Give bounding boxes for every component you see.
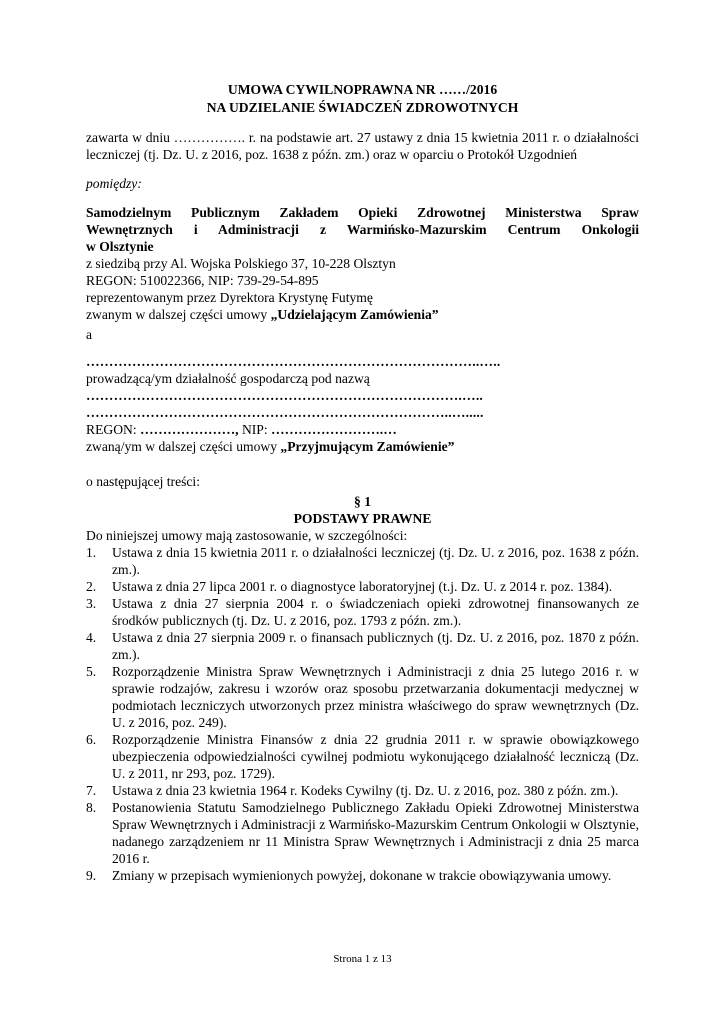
party-1-called: [86, 306, 639, 323]
party-2-regon-label: REGON:: [86, 422, 140, 437]
legal-basis-item: [86, 782, 639, 799]
page-footer: Strona 1 z 13: [333, 953, 392, 965]
legal-basis-item-text: Rozporządzenie Ministra Finansów z dnia 22 grudnia 2011 r. w sprawie obowiązkowego ubezpieczenia odpowiedzialności cywilnej podmiotu wykonującego działalność leczniczą (Dz. U. z 2011, nr 293, poz. 1729).: [112, 732, 639, 781]
legal-basis-item-text: Ustawa z dnia 27 sierpnia 2004 r. o świadczeniach opieki zdrowotnej finansowanych ze środków publicznych (tj. Dz. U. z 2016, poz. 1793 z późn. zm.).: [112, 596, 639, 628]
party-1-called-prefix: zwanym w dalszej części umowy: [86, 307, 271, 322]
legal-basis-item: [86, 663, 639, 731]
intro-paragraph: zawarta w dniu ……………. r. na podstawie art. 27 ustawy z dnia 15 kwietnia 2011 r. o działalności leczniczej (tj. Dz. U. z 2016, poz. 1638 z późn. zm.) oraz w oparciu o Protokół Uzgodnień: [86, 130, 639, 162]
legal-basis-item-number: 8.: [86, 800, 97, 815]
title-line-1: UMOWA CYWILNOPRAWNA NR ……/2016: [227, 82, 498, 97]
party-1-represented: reprezentowanym przez Dyrektora Krystynę Futymę: [86, 290, 373, 305]
legal-basis-item: [86, 629, 639, 663]
legal-basis-item: [86, 867, 639, 884]
party-1-name-line-1: Samodzielnym Publicznym Zakładem Opieki Zdrowotnej Ministerstwa Spraw: [86, 205, 639, 220]
title-line-2: NA UDZIELANIE ŚWIADCZEŃ ZDROWOTNYCH: [206, 100, 519, 115]
party-1-address: z siedzibą przy Al. Wojska Polskiego 37, 10-228 Olsztyn: [86, 256, 396, 271]
section-1-number: § 1: [354, 494, 371, 509]
party-2-dots-line-2: ……………………………………………………………………….…..: [86, 388, 484, 403]
party-1-called-name: „Udzielającym Zamówienia”: [270, 307, 439, 322]
legal-basis-item-text: Ustawa z dnia 15 kwietnia 2011 r. o działalności leczniczej (tj. Dz. U. z 2016, poz. 1638 z późn. zm.).: [112, 545, 639, 577]
legal-basis-item-number: 4.: [86, 630, 97, 645]
party-2-business: prowadzącą/ym działalność gospodarczą pod nazwą: [86, 371, 370, 386]
section-1: [86, 493, 639, 884]
party-1-name-line-3: w Olsztynie: [86, 239, 154, 254]
legal-basis-item-text: Zmiany w przepisach wymienionych powyżej, dokonane w trakcie obowiązywania umowy.: [112, 868, 612, 883]
legal-basis-item-text: Ustawa z dnia 27 lipca 2001 r. o diagnostyce laboratoryjnej (t.j. Dz. U. z 2014 r. poz. 1384).: [112, 579, 613, 594]
party-2-block: [86, 353, 639, 455]
legal-basis-item-text: Postanowienia Statutu Samodzielnego Publicznego Zakładu Opieki Zdrowotnej Ministerstwa Spraw Wewnętrznych i Administracji z Warmińsko-Mazurskim Centrum Onkologii w Olsztynie, nadanego zarządzeniem nr 11 Ministra Spraw Wewnętrznych i Administracji z dnia 25 marca 2016 r.: [112, 800, 639, 866]
legal-basis-item-number: 2.: [86, 579, 97, 594]
legal-basis-item: [86, 731, 639, 782]
document-page: [86, 81, 639, 884]
legal-basis-item-number: 3.: [86, 596, 97, 611]
between-label: pomiędzy:: [86, 176, 142, 191]
party-2-called-prefix: zwaną/ym w dalszej części umowy: [86, 439, 281, 454]
legal-basis-item-text: Rozporządzenie Ministra Spraw Wewnętrznych i Administracji z dnia 25 lutego 2016 r. w sprawie rodzajów, zakresu i wzorów oraz sposobu przetwarzania dokumentacji medycznej w podmiotach leczniczych utworzonych przez ministra właściwego do spraw wewnętrznych (Dz. U. z 2016, poz. 249).: [112, 664, 639, 730]
legal-basis-item: [86, 544, 639, 578]
section-1-title: PODSTAWY PRAWNE: [293, 511, 432, 526]
party-2-dots-line-3: ……………………………………………………………………..….....: [86, 405, 484, 420]
and-connector: a: [86, 327, 93, 342]
party-2-regon-value: …………………,: [140, 422, 242, 437]
legal-basis-item: [86, 799, 639, 867]
legal-basis-item-number: 1.: [86, 545, 97, 560]
party-2-ids: [86, 421, 639, 438]
party-2-called: [86, 438, 639, 455]
party-2-nip-label: NIP:: [241, 422, 272, 437]
legal-basis-item-number: 6.: [86, 732, 97, 747]
legal-basis-item-text: Ustawa z dnia 23 kwietnia 1964 r. Kodeks Cywilny (tj. Dz. U. z 2016, poz. 380 z późn. zm.).: [112, 783, 619, 798]
party-2-nip-value: …………………….…: [271, 422, 397, 437]
legal-basis-item: [86, 578, 639, 595]
legal-basis-item-number: 9.: [86, 868, 97, 883]
document-title: [86, 81, 639, 117]
section-1-lead: Do niniejszej umowy mają zastosowanie, w szczególności:: [86, 528, 408, 543]
content-intro: o następującej treści:: [86, 474, 200, 489]
legal-basis-item-number: 5.: [86, 664, 97, 679]
party-2-dots-line-1: …………………………………………………………………………..…..: [86, 354, 501, 369]
party-1-block: [86, 204, 639, 323]
legal-basis-item-text: Ustawa z dnia 27 sierpnia 2009 r. o finansach publicznych (tj. Dz. U. z 2016, poz. 1870 z późn. zm.).: [112, 630, 639, 662]
party-1-ids: REGON: 510022366, NIP: 739-29-54-895: [86, 273, 319, 288]
party-2-called-name: „Przyjmującym Zamówienie”: [280, 439, 455, 454]
legal-basis-item: [86, 595, 639, 629]
legal-basis-item-number: 7.: [86, 783, 97, 798]
legal-basis-list: [86, 544, 639, 884]
party-1-name-line-2: Wewnętrznych i Administracji z Warmińsko-Mazurskim Centrum Onkologii: [86, 222, 639, 237]
